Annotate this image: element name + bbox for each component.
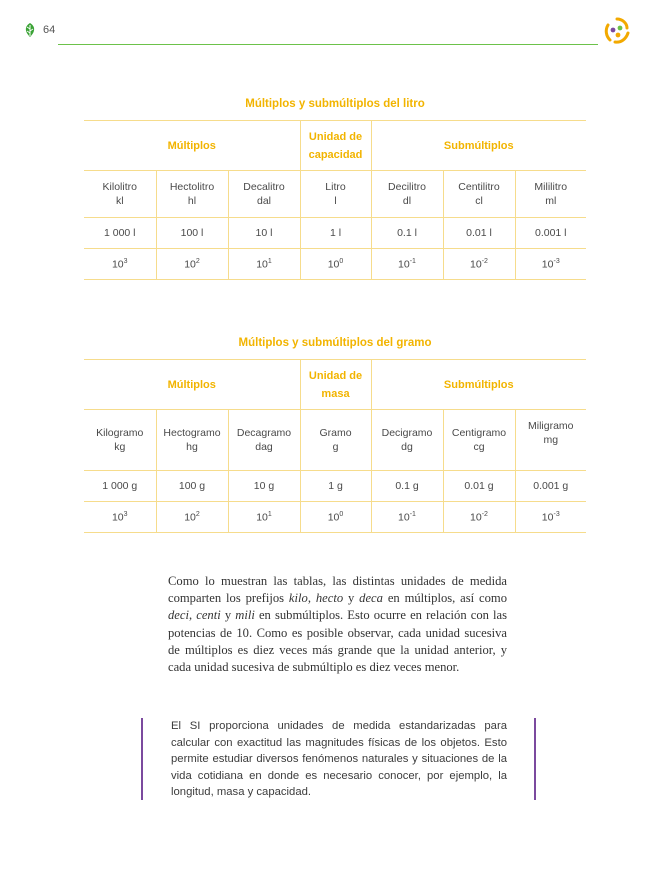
power-cell: $10^3$: [84, 249, 156, 280]
value-cell: 0.1 g: [371, 471, 443, 502]
value-cell: 1 g: [300, 471, 371, 502]
gram-table-title: Múltiplos y submúltiplos del gramo: [238, 337, 432, 349]
unit-cell: Mililitro ml: [515, 171, 586, 218]
unit-cell: Litro l: [300, 171, 371, 218]
power-cell: $10^1$: [228, 502, 300, 533]
unit-cell: Hectolitro hl: [156, 171, 228, 218]
power-cell: $10^{-2}$: [443, 249, 515, 280]
leaf-icon: [22, 22, 38, 38]
gram-table: [84, 359, 586, 533]
unit-names-row: [84, 410, 586, 471]
prefix-deca: deca: [359, 591, 383, 606]
powers-row: [84, 249, 586, 280]
submultiples-header: Submúltiplos: [371, 360, 586, 410]
liter-table: [84, 120, 586, 280]
unit-cell: Centigramo cg: [443, 410, 515, 471]
power-cell: $10^{-3}$: [515, 249, 586, 280]
value-cell: 0.01 l: [443, 218, 515, 249]
prefix-mili: mili: [235, 608, 255, 623]
power-cell: $10^{-3}$: [515, 502, 586, 533]
power-cell: $10^2$: [156, 249, 228, 280]
value-cell: 100 l: [156, 218, 228, 249]
power-cell: $10^2$: [156, 502, 228, 533]
unit-cell: Decagramo dag: [228, 410, 300, 471]
value-cell: 1 000 l: [84, 218, 156, 249]
unit-cell: Kilogramo kg: [84, 410, 156, 471]
unit-header: Unidad de capacidad: [300, 121, 371, 171]
power-cell: $10^3$: [84, 502, 156, 533]
value-cell: 0.001 l: [515, 218, 586, 249]
header-rule: [58, 44, 598, 45]
liter-table-title: Múltiplos y submúltiplos del litro: [245, 98, 425, 110]
prefix-hecto: hecto: [315, 591, 344, 606]
series-logo-icon: [602, 16, 632, 46]
page-number: 64: [43, 24, 56, 36]
prefix-centi: centi: [196, 608, 221, 623]
power-cell: $10^0$: [300, 249, 371, 280]
unit-cell: Decilitro dl: [371, 171, 443, 218]
body-paragraph: Como lo muestran las tablas, las distintas unidades de medida comparten los prefijos kilo, hecto y deca en múltiplos, así como deci, centi y mili en submúltiplos. Esto ocurre en relación con las potencias de 10. Como es posible observar, cada unidad sucesiva de múltiplos es diez veces más grande que la unidad anterior, y cada unidad sucesiva de submúltiplo es diez veces menor.: [168, 574, 508, 675]
unit-names-row: [84, 171, 586, 218]
value-cell: 10 g: [228, 471, 300, 502]
unit-cell: Decigramo dg: [371, 410, 443, 471]
page-header: [0, 0, 672, 50]
info-note-text: El SI proporciona unidades de medida estandarizadas para calcular con exactitud las magnitudes físicas de los objetos. Esto permite estudiar diversos fenómenos naturales y situaciones de la vida cotidiana en donde es necesario conocer, por ejemplo, la longitud, masa y capacidad.: [171, 720, 507, 799]
prefix-kilo: kilo: [288, 591, 308, 606]
submultiples-header: Submúltiplos: [371, 121, 586, 171]
values-row: [84, 218, 586, 249]
unit-cell: Kilolitro kl: [84, 171, 156, 218]
value-cell: 0.1 l: [371, 218, 443, 249]
unit-cell: Hectogramo hg: [156, 410, 228, 471]
value-cell: 0.01 g: [443, 471, 515, 502]
unit-cell: Centilitro cl: [443, 171, 515, 218]
value-cell: 10 l: [228, 218, 300, 249]
power-cell: $10^{-1}$: [371, 249, 443, 280]
info-note-box: [141, 718, 536, 800]
powers-row: [84, 502, 586, 533]
multiples-header: Múltiplos: [84, 360, 300, 410]
unit-cell: Gramo g: [300, 410, 371, 471]
unit-header: Unidad de masa: [300, 360, 371, 410]
multiples-header: Múltiplos: [84, 121, 300, 171]
power-cell: $10^{-1}$: [371, 502, 443, 533]
unit-cell: Miligramo mg: [515, 410, 586, 471]
value-cell: 0.001 g: [515, 471, 586, 502]
value-cell: 1 l: [300, 218, 371, 249]
power-cell: $10^1$: [228, 249, 300, 280]
power-cell: $10^{-2}$: [443, 502, 515, 533]
values-row: [84, 471, 586, 502]
prefix-deci: deci: [168, 608, 189, 623]
unit-cell: Decalitro dal: [228, 171, 300, 218]
power-cell: $10^0$: [300, 502, 371, 533]
value-cell: 1 000 g: [84, 471, 156, 502]
value-cell: 100 g: [156, 471, 228, 502]
